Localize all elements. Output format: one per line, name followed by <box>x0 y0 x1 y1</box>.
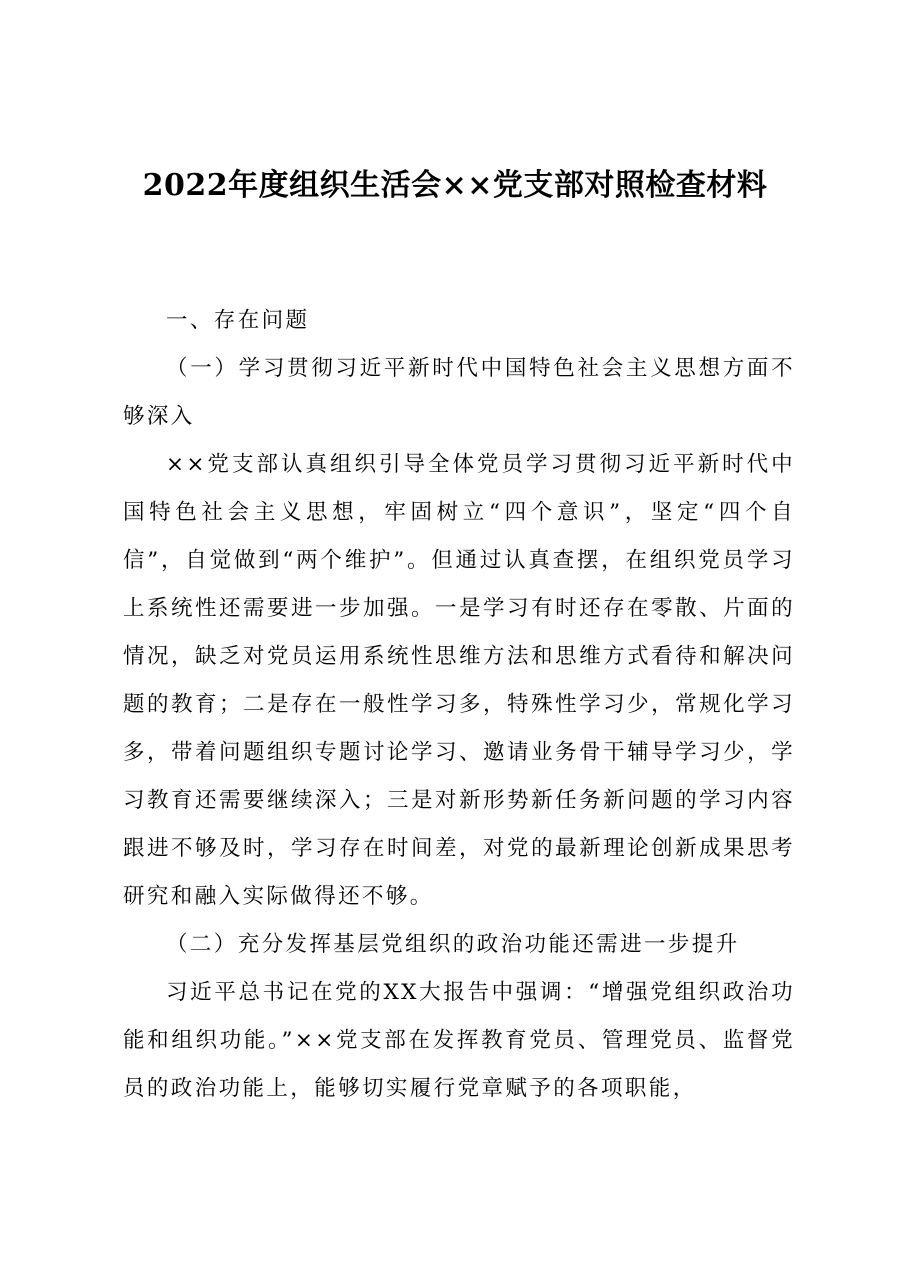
document-title: 2022年度组织生活会××党支部对照检查材料 <box>142 168 768 203</box>
document-body <box>123 297 795 1113</box>
section-heading-problems: 一、存在问题 <box>166 308 310 333</box>
subsection-heading-2: （二）充分发挥基层党组织的政治功能还需进一步提升 <box>166 932 740 957</box>
paragraph-study: ××党支部认真组织引导全体党员学习贯彻习近平新时代中国特色社会主义思想，牢固树立“四个意识”，坚定“四个自信”，自觉做到“两个维护”。但通过认真查摆，在组织党员学习上系统性还需要进一步加强。一是学习有时还存在零散、片面的情况，缺乏对党员运用系统性思维方法和思维方式看待和解决问题的教育；二是存在一般性学习多，特殊性学习少，常规化学习多，带着问题组织专题讨论学习、邀请业务骨干辅导学习少，学习教育还需要继续深入；三是对新形势新任务新问题的学习内容跟进不够及时，学习存在时间差，对党的最新理论创新成果思考研究和融入实际做得还不够。 <box>123 452 795 909</box>
paragraph-political-function: 习近平总书记在党的XX大报告中强调：“增强党组织政治功能和组织功能。”××党支部在发挥教育党员、管理党员、监督党员的政治功能上，能够切实履行党章赋予的各项职能， <box>123 980 795 1101</box>
subsection-heading-1: （一）学习贯彻习近平新时代中国特色社会主义思想方面不够深入 <box>123 356 795 429</box>
